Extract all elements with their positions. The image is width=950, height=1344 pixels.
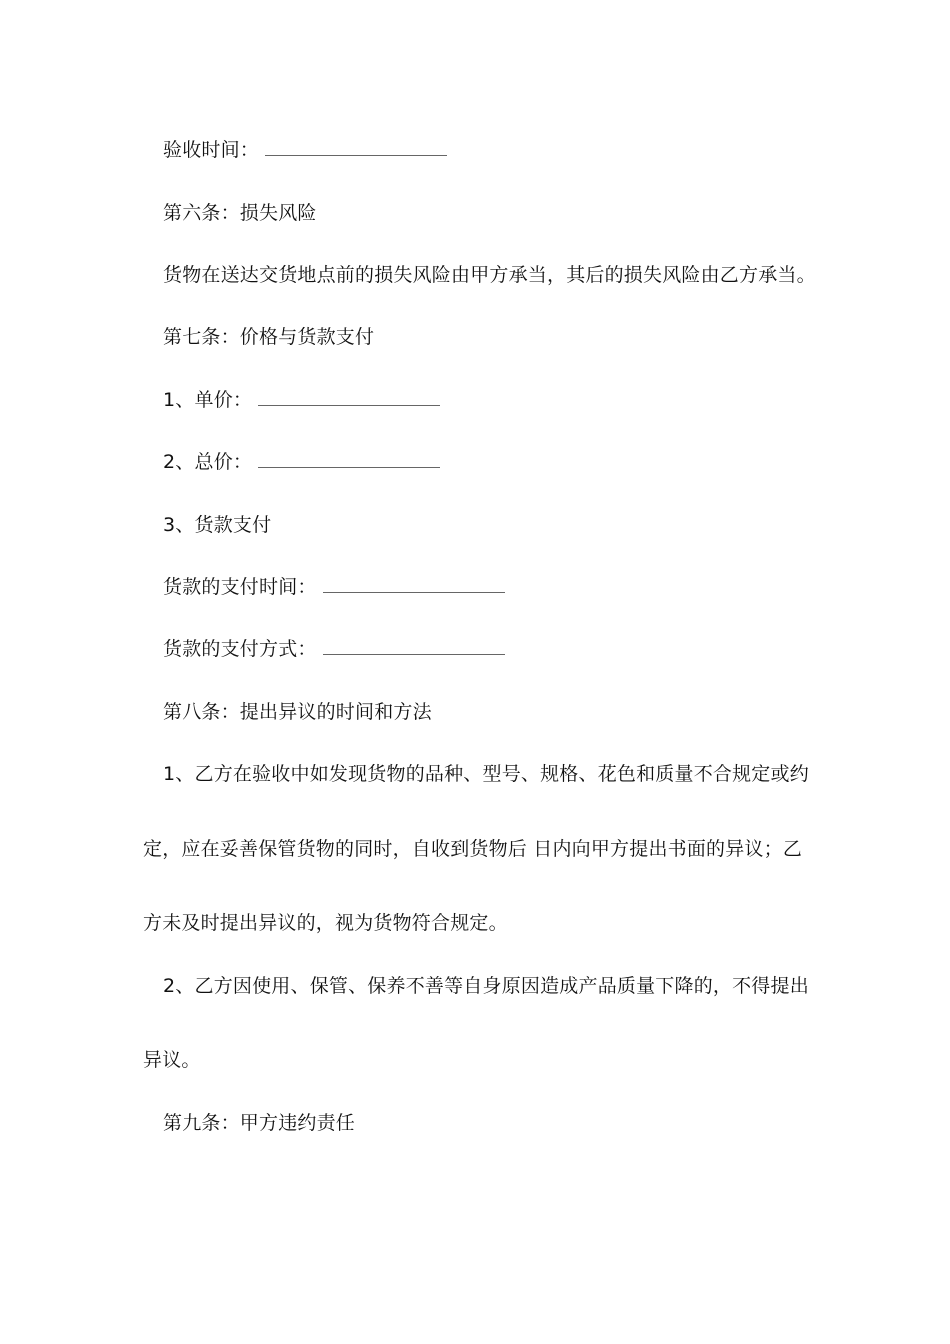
payment-time-field xyxy=(163,574,505,600)
payment-time-blank xyxy=(323,591,505,593)
article-8-item-1-line-2: 定，应在妥善保管货物的同时，自收到货物后 日内向甲方提出书面的异议；乙 xyxy=(143,838,803,860)
unit-price-blank xyxy=(258,404,440,406)
acceptance-time-field xyxy=(163,137,447,163)
article-8-heading: 第八条：提出异议的时间和方法 xyxy=(163,701,432,723)
article-9-heading: 第九条：甲方违约责任 xyxy=(163,1112,356,1134)
acceptance-time-blank xyxy=(265,154,447,156)
payment-method-field xyxy=(163,636,505,662)
acceptance-time-label: 验收时间： xyxy=(163,139,260,161)
unit-price-field xyxy=(163,387,440,413)
article-6-paragraph: 货物在送达交货地点前的损失风险由甲方承当，其后的损失风险由乙方承当。 xyxy=(163,264,816,286)
article-8-item-1-line-1: 1、乙方在验收中如发现货物的品种、型号、规格、花色和质量不合规定或约 xyxy=(163,763,809,785)
total-price-blank xyxy=(258,466,440,468)
payment-subheading: 3、货款支付 xyxy=(163,514,272,536)
total-price-label: 2、总价： xyxy=(163,451,253,473)
article-8-item-1-line-3: 方未及时提出异议的，视为货物符合规定。 xyxy=(143,912,508,934)
article-7-heading: 第七条：价格与货款支付 xyxy=(163,326,375,348)
payment-method-label: 货款的支付方式： xyxy=(163,638,317,660)
payment-time-label: 货款的支付时间： xyxy=(163,576,317,598)
total-price-field xyxy=(163,449,440,475)
article-8-item-2-line-2: 异议。 xyxy=(143,1049,201,1071)
unit-price-label: 1、单价： xyxy=(163,389,253,411)
article-6-heading: 第六条：损失风险 xyxy=(163,202,317,224)
article-8-item-2-line-1: 2、乙方因使用、保管、保养不善等自身原因造成产品质量下降的，不得提出 xyxy=(163,975,809,997)
payment-method-blank xyxy=(323,653,505,655)
